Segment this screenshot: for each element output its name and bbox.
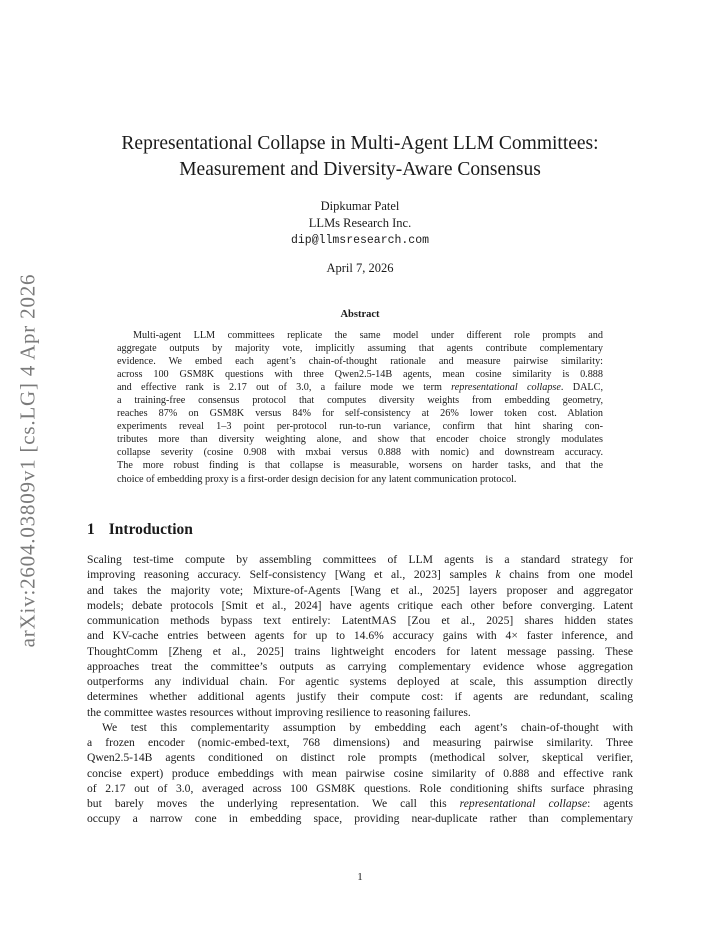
- abstract-term: representational collapse: [451, 382, 561, 394]
- body-line: ThoughtComm [Zheng et al., 2025] trains lightweight encoders for latent message passing. These: [87, 644, 633, 658]
- abstract-line: [117, 381, 603, 394]
- body-line: models; debate protocols [Smit et al., 2024] have agents critique each other before converging. Latent: [87, 598, 633, 612]
- body-line: the committee wastes resources without improving resilience to reasoning failures.: [87, 705, 471, 719]
- body-line-text: but barely moves the underlying representation. We call this: [87, 797, 460, 810]
- body-term: representational collapse: [459, 797, 588, 810]
- body-line: occupy a narrow cone in embedding space, providing near-duplicate rather than complementary: [87, 812, 633, 826]
- author-name: Dipkumar Patel: [320, 199, 400, 213]
- abstract-line: a training-free consensus protocol that computes diversity weights from embedding geometry,: [117, 395, 603, 407]
- abstract-line: Multi-agent LLM committees replicate the same model under different role prompts and: [133, 330, 603, 341]
- abstract-line: choice of embedding proxy is a first-order design decision for any latent communication protocol.: [117, 473, 517, 485]
- title-line-2: Measurement and Diversity-Aware Consensus: [179, 159, 541, 180]
- author-email: dip@llmsresearch.com: [290, 234, 430, 247]
- body-line: determines whether additional agents justify their compute cost: if agents are redundant, scaling: [87, 690, 633, 704]
- body-line: a frozen encoder (nomic-embed-text, 768 dimensions) and measuring pairwise similarity. Three: [87, 736, 633, 749]
- abstract-line-tail: . DALC,: [560, 382, 603, 394]
- abstract-line: across 100 GSM8K questions with three Qwen2.5-14B agents, mean cosine similarity is 0.888: [117, 369, 603, 381]
- section-heading: [87, 521, 193, 539]
- body-line-tail: chains from one model: [500, 568, 633, 582]
- abstract-line: aggregate outputs by majority vote, implicitly assuming that agents contribute complementary: [117, 343, 603, 355]
- body-line: [87, 567, 633, 582]
- arxiv-identifier: arXiv:2604.03809v1 [cs.LG] 4 Apr 2026: [15, 273, 40, 647]
- body-variable: k: [495, 568, 501, 582]
- abstract-line: evidence. We embed each agent’s chain-of-thought rationale and measure pairwise similarity:: [117, 356, 603, 368]
- body-line: Scaling test-time compute by assembling committees of LLM agents is a standard strategy for: [87, 553, 633, 566]
- abstract-text: [117, 329, 603, 486]
- author-affiliation: LLMs Research Inc.: [308, 216, 412, 230]
- abstract-line: reaches 87% on GSM8K versus 84% for self-consistency at 26% lower token cost. Ablation: [117, 408, 603, 420]
- body-line: [87, 796, 633, 811]
- paper-date: April 7, 2026: [326, 261, 394, 275]
- body-line: concise expert) produce embeddings with mean pairwise cosine similarity of 0.888 and effective rank: [87, 766, 633, 780]
- section-number: 1: [87, 521, 95, 538]
- body-line-tail: : agents: [587, 797, 633, 810]
- abstract-line: tributes more than diversity weighting alone, and show that encoder choice strongly modulates: [117, 434, 603, 446]
- abstract-line: experiments reveal 1–3 point per-protocol run-to-run variance, confirm that hint sharing con-: [117, 421, 603, 433]
- body-line: communication methods bypass text entirely: LatentMAS [Zou et al., 2025] shares hidden states: [87, 614, 633, 627]
- section-title: Introduction: [108, 521, 193, 538]
- body-line: outperforms any individual chain. For agentic systems deployed at scale, this assumption directly: [87, 675, 633, 688]
- body-line: Qwen2.5-14B agents conditioned on distinct role prompts (methodical solver, skeptical verifier,: [87, 751, 633, 765]
- introduction-body: [87, 552, 633, 827]
- author-block: [80, 198, 640, 249]
- abstract-line: The more robust finding is that collapse is measurable, worsens on harder tasks, and that the: [117, 460, 603, 472]
- body-line: and KV-cache entries between agents for up to 14.6% accuracy gains with 4× faster inference, and: [87, 629, 633, 643]
- page-number: 1: [357, 871, 363, 883]
- abstract-line-text: and effective rank is 2.17 out of 3.0, a failure mode we term: [117, 382, 452, 394]
- title-line-1: Representational Collapse in Multi-Agent LLM Committees:: [121, 133, 599, 154]
- body-line-text: improving reasoning accuracy. Self-consistency [Wang et al., 2023] samples: [87, 568, 496, 582]
- body-line: and takes the majority vote; Mixture-of-Agents [Wang et al., 2025] layers proposer and aggregator: [87, 583, 633, 597]
- arxiv-stamp: [8, 270, 48, 650]
- paper-title: [80, 131, 640, 183]
- body-line: We test this complementarity assumption by embedding each agent’s chain-of-thought with: [102, 720, 633, 734]
- body-line: of 2.17 out of 3.0, averaged across 100 GSM8K questions. Role conditioning shifts surface phrasing: [87, 781, 633, 795]
- body-line: approaches treat the committee’s outputs as carrying complementary evidence whose aggregation: [87, 659, 633, 673]
- abstract-heading: Abstract: [340, 309, 380, 320]
- abstract-line: collapse severity (cosine 0.908 with mxbai versus 0.888 with nomic) and downstream accuracy.: [117, 447, 603, 459]
